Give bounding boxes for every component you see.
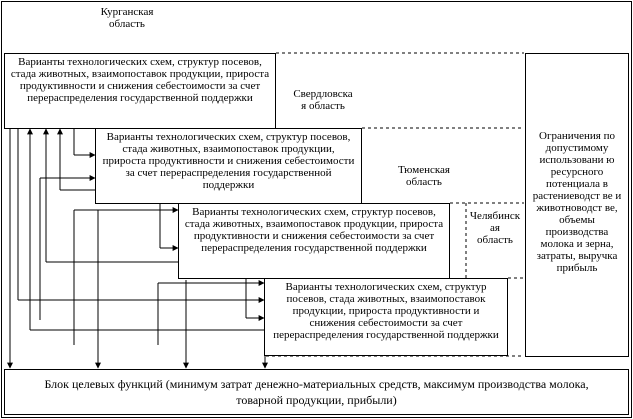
target-functions-block <box>4 369 629 415</box>
variants-box-text: Варианты технологических схем, структур посевов, стада животных, взаимопоставок продукции, прироста продуктивности и снижения себестоимости за счет перераспределения государственной поддержки <box>102 131 355 191</box>
variants-box-chelyabinsk <box>264 278 508 356</box>
variants-box-text: Варианты технологических схем, структур посевов, стада животных, взаимопоставок продукции, прироста продуктивности и снижения себестоимости за счет перераспределения государственной поддержки <box>273 281 499 341</box>
region-label-sverdlovsk: Свердловска я область <box>293 88 353 112</box>
constraints-box <box>525 53 629 357</box>
region-label-chelyabinsk: Челябинск ая область <box>469 210 521 246</box>
variants-box-kurgan <box>4 53 276 129</box>
region-label-kurgan: Курганская область <box>100 6 154 30</box>
variants-box-text: Варианты технологических схем, структур посевов, стада животных, взаимопоставок продукции, прироста продуктивности и снижения себестоимости за счет перераспределения государственной поддержки <box>184 206 444 254</box>
target-functions-text: Блок целевых функций (минимум затрат денежно-материальных средств, максимум производства молока, товарной продукции, прибыли) <box>44 377 589 407</box>
variants-box-tyumen <box>178 203 450 279</box>
variants-box-text: Варианты технологических схем, структур посевов, стада животных, взаимопоставок продукции, прироста продуктивности и снижения себестоимости за счет перераспределения государственной поддержки <box>10 56 270 104</box>
constraints-text: Ограничения по допустимому использовани ю ресурсного потенциала в растениеводст ве и животноводст ве, объемы производства молока и зерна, затраты, выручка прибыль <box>532 130 622 274</box>
variants-box-sverdlovsk <box>95 128 362 204</box>
region-label-tyumen: Тюменская область <box>398 164 450 188</box>
